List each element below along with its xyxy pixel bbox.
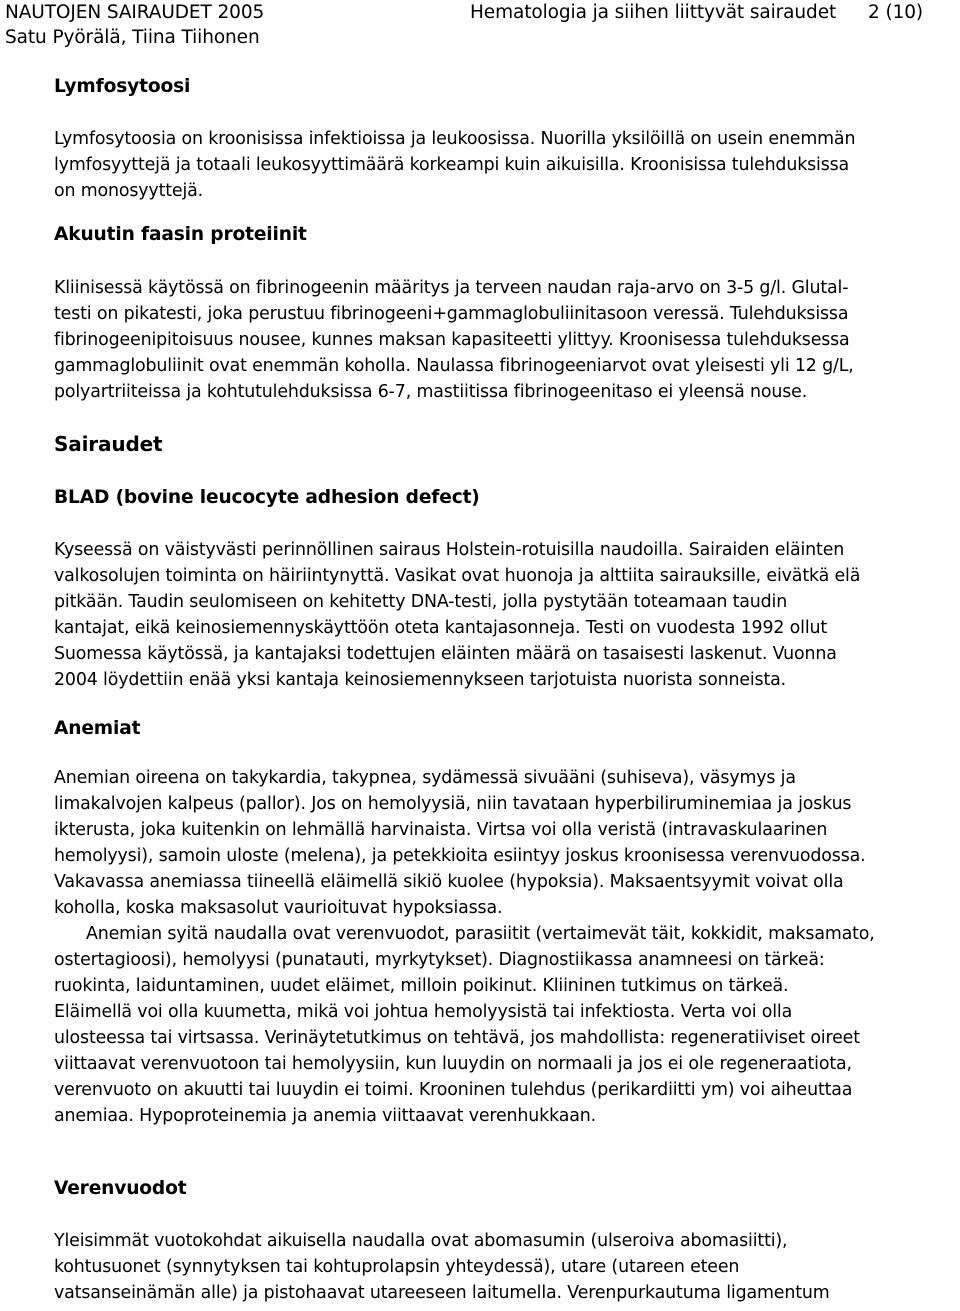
heading-verenvuodot: Verenvuodot (54, 1178, 187, 1199)
text-line: Eläimellä voi olla kuumetta, mikä voi johtua hemolyysistä tai infektiosta. Verta voi olla (54, 1002, 793, 1022)
text-line: Lymfosytoosia on kroonisissa infektioissa ja leukoosissa. Nuorilla yksilöillä on usein enemmän (54, 129, 856, 149)
paragraph-blad (54, 537, 934, 693)
text-line: ostertagioosi), hemolyysi (punatauti, myrkytykset). Diagnostiikassa anamneesi on tärkeä: (54, 950, 825, 970)
heading-lymfosytoosi: Lymfosytoosi (54, 76, 191, 97)
page-header-left (5, 1, 264, 51)
text-line: Kyseessä on väistyvästi perinnöllinen sairaus Holstein-rotuisilla naudoilla. Sairaiden eläinten (54, 540, 845, 560)
text-line: ruokinta, laiduntaminen, uudet eläimet, milloin poikinut. Kliininen tutkimus on tärkeä. (54, 976, 789, 996)
text-line: on monosyyttejä. (54, 181, 204, 201)
paragraph-anemiat-1 (54, 765, 934, 921)
heading-blad: BLAD (bovine leucocyte adhesion defect) (54, 487, 480, 508)
text-line: testi on pikatesti, joka perustuu fibrinogeeni+gammaglobuliinitasoon veressä. Tulehduksissa (54, 304, 849, 324)
text-line: viittaavat verenvuotoon tai hemolyysiin, kun luuydin on normaali ja jos ei ole regeneraatiota, (54, 1054, 852, 1074)
text-line: Anemian syitä naudalla ovat verenvuodot, parasiitit (vertaimevät täit, kokkidit, maksamato, (86, 924, 875, 944)
text-line: ikterusta, joka kuitenkin on lehmällä harvinaista. Virtsa voi olla veristä (intravaskulaarinen (54, 820, 828, 840)
text-line: pitkään. Taudin seulomiseen on kehitetty DNA-testi, jolla pystytään toteamaan taudin (54, 592, 788, 612)
text-line: gammaglobuliinit ovat enemmän koholla. Naulassa fibrinogeeniarvot ovat yleisesti yli 12 g/L, (54, 356, 854, 376)
document-topic: Hematologia ja siihen liittyvät sairaudet (470, 2, 837, 23)
text-line: polyartriiteissa ja kohtutulehduksissa 6-7, mastiitissa fibrinogeenitaso ei yleensä nouse. (54, 382, 808, 402)
paragraph-verenvuodot (54, 1228, 934, 1306)
text-line: Anemian oireena on takykardia, takypnea, sydämessä sivuääni (suhiseva), väsymys ja (54, 768, 796, 788)
text-line: verenvuoto on akuutti tai luuydin ei toimi. Krooninen tulehdus (perikardiitti ym) voi aiheuttaa (54, 1080, 853, 1100)
heading-akuutin-faasin-proteiinit: Akuutin faasin proteiinit (54, 224, 307, 245)
text-line: Suomessa käytössä, ja kantajaksi todettujen eläinten määrä on tasaisesti laskenut. Vuonna (54, 644, 837, 664)
text-line: limakalvojen kalpeus (pallor). Jos on hemolyysiä, niin tavataan hyperbiliruminemiaa ja joskus (54, 794, 852, 814)
text-line: Kliinisessä käytössä on fibrinogeenin määritys ja terveen naudan raja-arvo on 3-5 g/l. Glutal- (54, 278, 849, 298)
text-line: Yleisimmät vuotokohdat aikuisella naudalla ovat abomasumin (ulseroiva abomasiitti), (54, 1231, 788, 1251)
text-line: fibrinogeenipitoisuus nousee, kunnes maksan kapasiteetti ylittyy. Kroonisessa tulehduksessa (54, 330, 850, 350)
text-line: koholla, koska maksasolut vaurioituvat hypoksiassa. (54, 898, 503, 918)
heading-anemiat: Anemiat (54, 718, 141, 739)
paragraph-anemiat-2 (54, 921, 934, 1129)
text-line: anemiaa. Hypoproteinemia ja anemia viittaavat verenhukkaan. (54, 1106, 596, 1126)
text-line: kantajat, eikä keinosiemennyskäyttöön oteta kantajasonneja. Testi on vuodesta 1992 ollut (54, 618, 828, 638)
text-line: lymfosyyttejä ja totaali leukosyyttimäärä korkeampi kuin aikuisilla. Kroonisissa tulehduksissa (54, 155, 850, 175)
authors: Satu Pyörälä, Tiina Tiihonen (5, 27, 260, 48)
text-line: kohtusuonet (synnytyksen tai kohtuprolapsin yhteydessä), utare (utareen eteen (54, 1257, 740, 1277)
text-line: vatsanseinämän alle) ja pistohaavat utareeseen laitumella. Verenpurkautuma ligamentum (54, 1283, 830, 1303)
document-body (54, 74, 934, 1306)
text-line: 2004 löydettiin enää yksi kantaja keinosiemennykseen tarjotuista nuorista sonneista. (54, 670, 787, 690)
paragraph-akuutin-faasin (54, 275, 934, 405)
course-title: NAUTOJEN SAIRAUDET 2005 (5, 2, 265, 23)
paragraph-lymfosytoosi (54, 126, 934, 204)
text-line: hemolyysi), samoin uloste (melena), ja petekkioita esiintyy joskus kroonisessa verenvuodossa. (54, 846, 866, 866)
text-line: Vakavassa anemiassa tiineellä eläimellä sikiö kuolee (hypoksia). Maksaentsyymit voivat olla (54, 872, 844, 892)
text-line: ulosteessa tai virtsassa. Verinäytetutkimus on tehtävä, jos mahdollista: regeneratiiviset oireet (54, 1028, 860, 1048)
heading-sairaudet: Sairaudet (54, 432, 163, 456)
page-number: 2 (10) (868, 2, 924, 23)
text-line: valkosolujen toiminta on häiriintynyttä. Vasikat ovat huonoja ja alttiita sairauksille, eivätkä elä (54, 566, 861, 586)
